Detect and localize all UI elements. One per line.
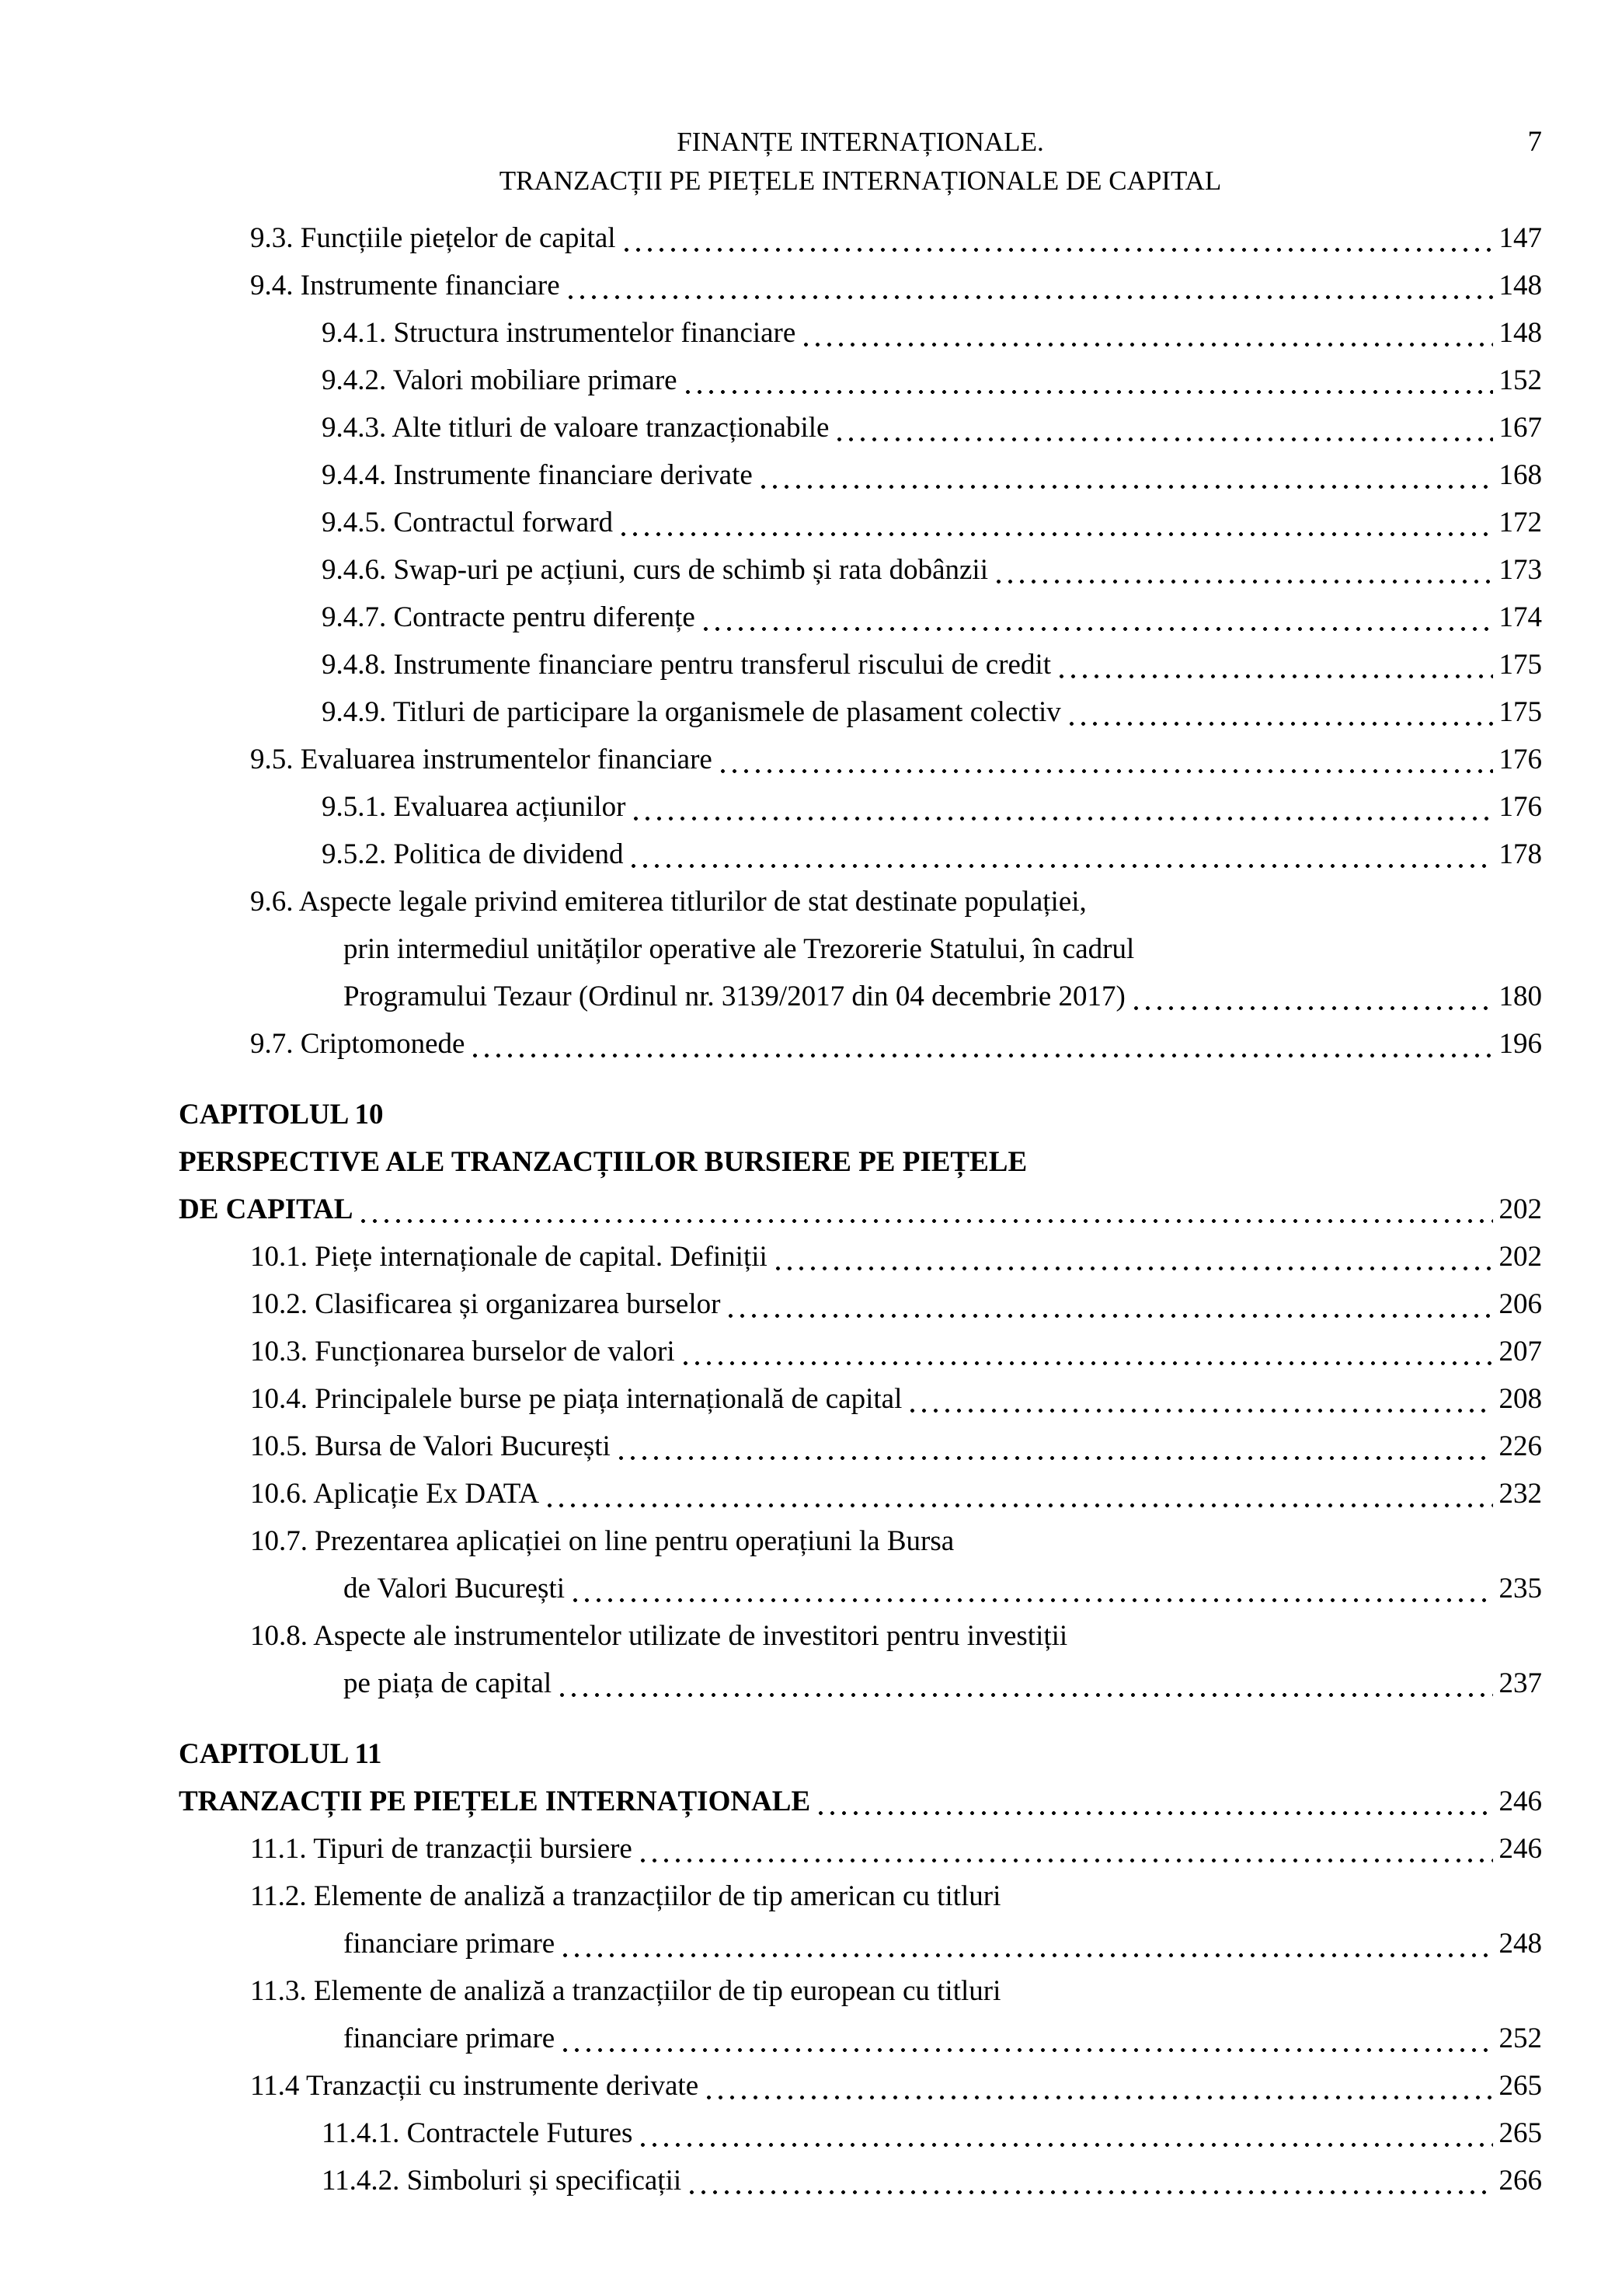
toc-entry-label: TRANZACȚII PE PIEȚELE INTERNAȚIONALE bbox=[179, 1786, 811, 1817]
toc-page-number: 148 bbox=[1498, 317, 1542, 349]
toc-leader bbox=[559, 1953, 1492, 1958]
toc-entry bbox=[179, 831, 1542, 878]
toc-page-number: 226 bbox=[1498, 1430, 1542, 1462]
toc-entry bbox=[179, 357, 1542, 404]
toc-page-number: 176 bbox=[1498, 744, 1542, 775]
toc-entry-label: 9.4.3. Alte titluri de valoare tranzacționabile bbox=[322, 412, 830, 444]
toc-list bbox=[179, 214, 1542, 2204]
toc-entry bbox=[179, 404, 1542, 451]
toc-page-number: 206 bbox=[1498, 1288, 1542, 1320]
toc-page-number: 172 bbox=[1498, 507, 1542, 538]
toc-entry-label: CAPITOLUL 10 bbox=[179, 1099, 384, 1131]
toc-page-number: 235 bbox=[1498, 1573, 1542, 1604]
toc-leader bbox=[621, 247, 1493, 253]
toc-entry-label: 11.4.2. Simboluri și specificații bbox=[322, 2165, 682, 2197]
toc-page-number: 252 bbox=[1498, 2023, 1542, 2054]
toc-entry-label: PERSPECTIVE ALE TRANZACȚIILOR BURSIERE PE PIEȚELE bbox=[179, 1146, 1028, 1178]
toc-entry bbox=[179, 688, 1542, 736]
toc-entry bbox=[179, 2157, 1542, 2204]
toc-entry bbox=[179, 878, 1542, 925]
toc-entry-label: 9.7. Criptomonede bbox=[250, 1028, 465, 1060]
toc-entry bbox=[179, 1517, 1542, 1565]
toc-page-number: 178 bbox=[1498, 838, 1542, 870]
toc-entry-label: de Valori București bbox=[343, 1573, 565, 1604]
toc-entry-label: DE CAPITAL bbox=[179, 1193, 353, 1225]
toc-leader bbox=[682, 389, 1493, 395]
toc-leader bbox=[630, 816, 1492, 821]
toc-entry bbox=[179, 925, 1542, 973]
toc-entry-label: 10.7. Prezentarea aplicației on line pentru operațiuni la Bursa bbox=[250, 1525, 955, 1557]
toc-entry-label: 11.2. Elemente de analiză a tranzacțiilor de tip american cu titluri bbox=[250, 1880, 1001, 1912]
toc-entry-label: 10.2. Clasificarea și organizarea burselor bbox=[250, 1288, 721, 1320]
toc-entry-label: 11.4.1. Contractele Futures bbox=[322, 2117, 633, 2149]
toc-entry bbox=[179, 1470, 1542, 1517]
toc-leader bbox=[637, 2142, 1492, 2148]
toc-entry bbox=[179, 309, 1542, 357]
toc-entry bbox=[179, 641, 1542, 688]
toc-leader bbox=[357, 1218, 1492, 1224]
toc-entry bbox=[179, 973, 1542, 1020]
toc-page-number: 208 bbox=[1498, 1383, 1542, 1415]
toc-leader bbox=[637, 1858, 1493, 1863]
toc-page-number: 232 bbox=[1498, 1478, 1542, 1510]
toc-page-number: 175 bbox=[1498, 649, 1542, 681]
toc-page-number: 207 bbox=[1498, 1336, 1542, 1367]
toc-page-number: 147 bbox=[1498, 222, 1542, 254]
toc-entry-label: financiare primare bbox=[343, 2023, 555, 2054]
toc-entry bbox=[179, 2015, 1542, 2062]
toc-entry bbox=[179, 1660, 1542, 1707]
toc-entry bbox=[179, 1778, 1542, 1825]
toc-entry bbox=[179, 1328, 1542, 1375]
toc-leader bbox=[1056, 674, 1492, 679]
toc-entry bbox=[179, 594, 1542, 641]
toc-entry-label: 11.1. Tipuri de tranzacții bursiere bbox=[250, 1833, 632, 1865]
header-page-number: 7 bbox=[1527, 126, 1542, 158]
toc-leader bbox=[772, 1266, 1493, 1271]
toc-leader bbox=[800, 342, 1492, 347]
toc-entry-label: 9.4.1. Structura instrumentelor financiare bbox=[322, 317, 796, 349]
toc-entry-label: 9.5. Evaluarea instrumentelor financiare bbox=[250, 744, 712, 775]
toc-entry-label: 9.4. Instrumente financiare bbox=[250, 270, 560, 301]
toc-entry-label: 9.4.4. Instrumente financiare derivate bbox=[322, 459, 753, 491]
page-header bbox=[179, 123, 1542, 200]
toc-page-number: 246 bbox=[1498, 1786, 1542, 1817]
toc-entry bbox=[179, 1920, 1542, 1967]
toc-entry bbox=[179, 736, 1542, 783]
toc-entry bbox=[179, 546, 1542, 594]
toc-entry bbox=[179, 1565, 1542, 1612]
toc-entry bbox=[179, 451, 1542, 499]
toc-entry bbox=[179, 2062, 1542, 2110]
header-title-line1: FINANȚE INTERNAȚIONALE. bbox=[677, 127, 1044, 157]
toc-page-number: 168 bbox=[1498, 459, 1542, 491]
toc-leader bbox=[565, 294, 1493, 300]
toc-entry bbox=[179, 1020, 1542, 1068]
toc-page-number: 246 bbox=[1498, 1833, 1542, 1865]
toc-leader bbox=[618, 531, 1492, 537]
toc-page-number: 180 bbox=[1498, 981, 1542, 1012]
toc-leader bbox=[725, 1313, 1492, 1319]
toc-entry bbox=[179, 1612, 1542, 1660]
toc-entry bbox=[179, 2110, 1542, 2157]
toc-page-number: 266 bbox=[1498, 2165, 1542, 2197]
toc-entry-label: Programului Tezaur (Ordinul nr. 3139/2017 din 04 decembrie 2017) bbox=[343, 981, 1126, 1012]
toc-leader bbox=[469, 1053, 1492, 1058]
toc-page-number: 265 bbox=[1498, 2070, 1542, 2102]
toc-entry-label: 10.1. Piețe internaționale de capital. Definiții bbox=[250, 1241, 767, 1273]
toc-entry bbox=[179, 783, 1542, 831]
toc-entry bbox=[179, 1091, 1542, 1138]
toc-leader bbox=[757, 484, 1493, 490]
toc-entry-label: pe piața de capital bbox=[343, 1667, 552, 1699]
toc-leader bbox=[686, 2190, 1492, 2195]
toc-entry-label: 10.4. Principalele burse pe piața internațională de capital bbox=[250, 1383, 903, 1415]
toc-entry bbox=[179, 1967, 1542, 2015]
toc-entry-label: 10.5. Bursa de Valori București bbox=[250, 1430, 611, 1462]
toc-leader bbox=[700, 626, 1493, 632]
toc-entry bbox=[179, 499, 1542, 546]
toc-entry bbox=[179, 1280, 1542, 1328]
toc-page-number: 148 bbox=[1498, 270, 1542, 301]
toc-entry bbox=[179, 262, 1542, 309]
toc-leader bbox=[1066, 721, 1493, 726]
toc-entry bbox=[179, 214, 1542, 262]
toc-entry bbox=[179, 1730, 1542, 1778]
toc-page-number: 202 bbox=[1498, 1193, 1542, 1225]
toc-entry-label: 9.3. Funcțiile piețelor de capital bbox=[250, 222, 616, 254]
toc-leader bbox=[615, 1455, 1493, 1461]
toc-entry-label: 9.4.8. Instrumente financiare pentru transferul riscului de credit bbox=[322, 649, 1052, 681]
toc-leader bbox=[834, 437, 1492, 442]
toc-leader bbox=[628, 863, 1492, 869]
toc-page-number: 152 bbox=[1498, 364, 1542, 396]
toc-entry-label: CAPITOLUL 11 bbox=[179, 1738, 382, 1770]
toc-entry bbox=[179, 1873, 1542, 1920]
toc-page-number: 196 bbox=[1498, 1028, 1542, 1060]
toc-page-number: 174 bbox=[1498, 601, 1542, 633]
toc-page-number: 173 bbox=[1498, 554, 1542, 586]
toc-leader bbox=[717, 768, 1493, 774]
toc-entry bbox=[179, 1375, 1542, 1423]
toc-entry-label: 9.4.5. Contractul forward bbox=[322, 507, 614, 538]
toc-page-number: 237 bbox=[1498, 1667, 1542, 1699]
toc-entry-label: financiare primare bbox=[343, 1928, 555, 1960]
toc-entry-label: prin intermediul unităților operative ale Trezorerie Statului, în cadrul bbox=[343, 933, 1135, 965]
toc-leader bbox=[680, 1361, 1493, 1366]
toc-page-number: 265 bbox=[1498, 2117, 1542, 2149]
toc-entry-label: 9.4.7. Contracte pentru diferențe bbox=[322, 601, 695, 633]
toc-entry bbox=[179, 1423, 1542, 1470]
toc-leader bbox=[815, 1810, 1492, 1816]
toc-entry-label: 9.6. Aspecte legale privind emiterea titlurilor de stat destinate populației, bbox=[250, 886, 1087, 918]
toc-entry bbox=[179, 1186, 1542, 1233]
toc-entry-label: 10.6. Aplicație Ex DATA bbox=[250, 1478, 540, 1510]
toc-entry-label: 10.3. Funcționarea burselor de valori bbox=[250, 1336, 675, 1367]
toc-entry-label: 10.8. Aspecte ale instrumentelor utilizate de investitori pentru investiții bbox=[250, 1620, 1068, 1652]
toc-entry bbox=[179, 1825, 1542, 1873]
toc-entry bbox=[179, 1233, 1542, 1280]
toc-entry-label: 9.5.1. Evaluarea acțiunilor bbox=[322, 791, 626, 823]
toc-entry-label: 11.4 Tranzacții cu instrumente derivate bbox=[250, 2070, 699, 2102]
toc-entry-label: 11.3. Elemente de analiză a tranzacțiilor de tip european cu titluri bbox=[250, 1975, 1001, 2007]
toc-entry-label: 9.4.6. Swap-uri pe acțiuni, curs de schimb și rata dobânzii bbox=[322, 554, 988, 586]
toc-leader bbox=[544, 1503, 1492, 1508]
toc-page-number: 167 bbox=[1498, 412, 1542, 444]
toc-entry-label: 9.5.2. Politica de dividend bbox=[322, 838, 624, 870]
header-title-line2: TRANZACȚII PE PIEȚELE INTERNAȚIONALE DE CAPITAL bbox=[499, 165, 1222, 196]
toc-page-number: 202 bbox=[1498, 1241, 1542, 1273]
toc-leader bbox=[907, 1408, 1492, 1413]
toc-entry-label: 9.4.9. Titluri de participare la organismele de plasament colectiv bbox=[322, 696, 1061, 728]
toc-leader bbox=[559, 2047, 1492, 2053]
toc-page-number: 176 bbox=[1498, 791, 1542, 823]
toc-entry-label: 9.4.2. Valori mobiliare primare bbox=[322, 364, 677, 396]
toc-page-number: 175 bbox=[1498, 696, 1542, 728]
toc-leader bbox=[569, 1597, 1493, 1603]
toc-leader bbox=[556, 1692, 1492, 1698]
toc-leader bbox=[993, 579, 1493, 584]
toc-entry bbox=[179, 1138, 1542, 1186]
toc-page-number: 248 bbox=[1498, 1928, 1542, 1960]
toc-leader bbox=[703, 2095, 1492, 2100]
toc-leader bbox=[1130, 1005, 1493, 1011]
